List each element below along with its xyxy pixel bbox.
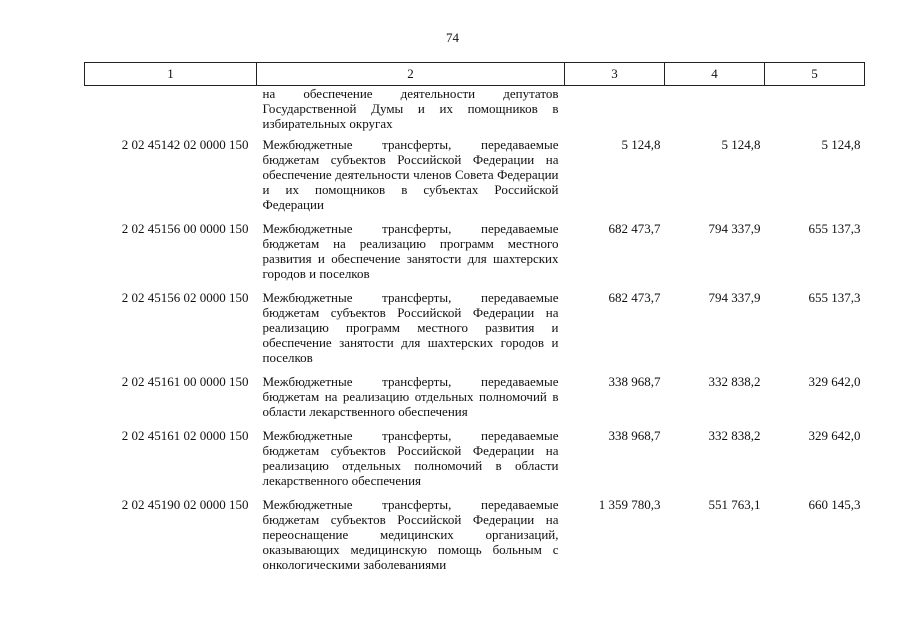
value-cell: [765, 86, 865, 138]
continuation-row: [85, 86, 865, 138]
value-cell: [565, 86, 665, 138]
value-cell-col5: 660 145,3: [808, 497, 861, 512]
description-cell: на обеспечение деятельности депутатов Государственной Думы и их помощников в избирательных округах: [262, 86, 559, 131]
value-cell-col3: 1 359 780,3: [598, 497, 661, 512]
value-cell-col5: 5 124,8: [821, 137, 861, 152]
table-row: [85, 497, 865, 581]
description-cell: Межбюджетные трансферты, передаваемые бюджетам субъектов Российской Федерации на обеспечение деятельности членов Совета Федерации и их помощников в субъектах Российской Федерации: [262, 137, 559, 212]
code-cell: 2 02 45142 02 0000 150: [121, 137, 249, 152]
description-cell: Межбюджетные трансферты, передаваемые бюджетам субъектов Российской Федерации на реализацию отдельных полномочий в области лекарственного обеспечения: [262, 428, 559, 488]
value-cell-col5: 329 642,0: [808, 428, 861, 443]
value-cell-col4: 794 337,9: [708, 221, 761, 236]
table-row: [85, 374, 865, 428]
value-cell-col4: 332 838,2: [708, 374, 761, 389]
code-cell: 2 02 45161 02 0000 150: [121, 428, 249, 443]
value-cell-col5: 655 137,3: [808, 221, 861, 236]
description-cell: Межбюджетные трансферты, передаваемые бюджетам субъектов Российской Федерации на реализацию программ местного развития и обеспечение занятости для шахтерских городов и поселков: [262, 290, 559, 365]
description-cell: Межбюджетные трансферты, передаваемые бюджетам субъектов Российской Федерации на переоснащение медицинских организаций, оказывающих медицинскую помощь больным с онкологическими заболеваниями: [262, 497, 559, 572]
table-row: [85, 428, 865, 497]
value-cell-col3: 338 968,7: [608, 428, 661, 443]
page-number: 74: [446, 30, 459, 45]
budget-table: [84, 62, 865, 581]
value-cell: [665, 86, 765, 138]
description-cell: Межбюджетные трансферты, передаваемые бюджетам на реализацию программ местного развития и обеспечение занятости для шахтерских городов и поселков: [262, 221, 559, 281]
value-cell-col5: 655 137,3: [808, 290, 861, 305]
code-cell: 2 02 45156 00 0000 150: [121, 221, 249, 236]
value-cell-col4: 551 763,1: [708, 497, 761, 512]
column-header-4: 4: [665, 63, 765, 86]
value-cell-col3: 682 473,7: [608, 221, 661, 236]
value-cell-col4: 332 838,2: [708, 428, 761, 443]
column-header-3: 3: [565, 63, 665, 86]
value-cell-col3: 338 968,7: [608, 374, 661, 389]
column-header-5: 5: [765, 63, 865, 86]
table-row: [85, 137, 865, 221]
table-row: [85, 290, 865, 374]
code-cell: [85, 86, 257, 138]
value-cell-col4: 5 124,8: [721, 137, 761, 152]
header-row: [85, 63, 865, 86]
code-cell: 2 02 45190 02 0000 150: [121, 497, 249, 512]
value-cell-col3: 682 473,7: [608, 290, 661, 305]
column-header-2: 2: [257, 63, 565, 86]
value-cell-col4: 794 337,9: [708, 290, 761, 305]
table-row: [85, 221, 865, 290]
column-header-1: 1: [85, 63, 257, 86]
value-cell-col5: 329 642,0: [808, 374, 861, 389]
value-cell-col3: 5 124,8: [621, 137, 661, 152]
code-cell: 2 02 45156 02 0000 150: [121, 290, 249, 305]
description-cell: Межбюджетные трансферты, передаваемые бюджетам на реализацию отдельных полномочий в области лекарственного обеспечения: [262, 374, 559, 419]
code-cell: 2 02 45161 00 0000 150: [121, 374, 249, 389]
